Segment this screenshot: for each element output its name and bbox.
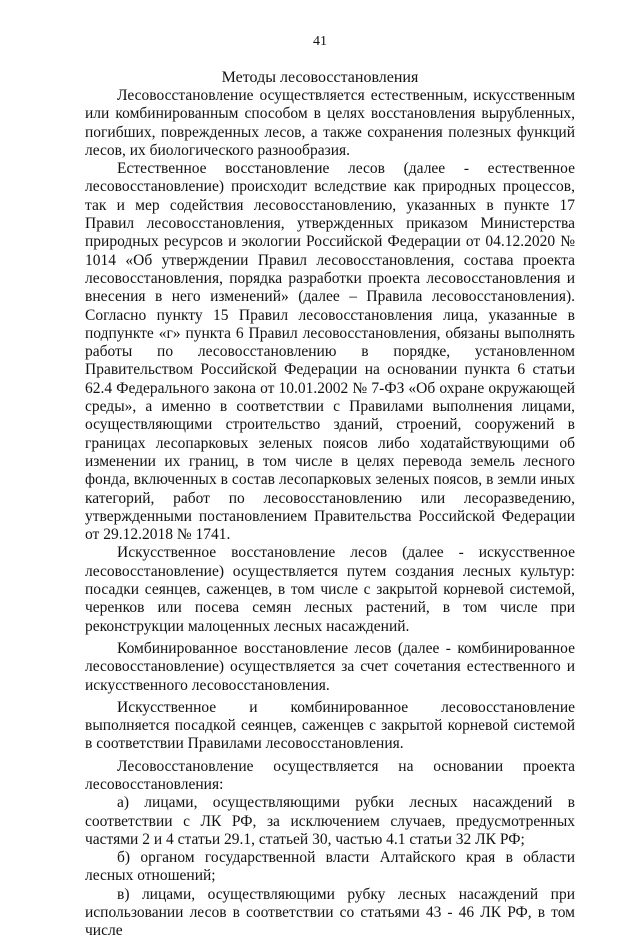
list-item-v: в) лицами, осуществляющими рубку лесных насаждений при использовании лесов в соответствии со статьями 43 - 46 ЛК РФ, в том числе [85, 885, 575, 940]
body-text [85, 87, 575, 941]
paragraph-project-basis: Лесовосстановление осуществляется на основании проекта лесовосстановления: [85, 757, 575, 793]
page-number: 41 [313, 34, 327, 49]
paragraph-planting: Искусственное и комбинированное лесовосстановление выполняется посадкой сеянцев, саженцев с закрытой корневой системой в соответствии Правилами лесовосстановления. [85, 698, 575, 753]
paragraph-combined-regeneration: Комбинированное восстановление лесов (далее - комбинированное лесовосстановление) осуществляется за счет сочетания естественного и искусственного лесовосстановления. [85, 639, 575, 694]
paragraph-natural-regeneration: Естественное восстановление лесов (далее - естественное лесовосстановление) происходит вследствие как природных процессов, так и мер содействия лесовосстановлению, указанных в пункте 17 Правил лесовосстановления, утвержденных приказом Министерства природных ресурсов и экологии Российской Федерации от 04.12.2020 № 1014 «Об утверждении Правил лесовосстановления, состава проекта лесовосстановления, порядка разработки проекта лесовосстановления и внесения в него изменений» (далее – Правила лесовосстановления). Согласно пункту 15 Правил лесовосстановления лица, указанные в подпункте «г» пункта 6 Правил лесовосстановления, обязаны выполнять работы по лесовосстановлению в порядке, установленном Правительством Российской Федерации на основании пункта 6 статьи 62.4 Федерального закона от 10.01.2002 № 7-ФЗ «Об охране окружающей среды», а именно в соответствии с Правилами выполнения лицами, осуществляющими строительство зданий, строений, сооружений в границах лесопарковых зеленых поясов либо ходатайствующими об изменении их границ, в том числе в целях перевода земель лесного фонда, включенных в состав лесопарковых зеленых поясов, в земли иных категорий, работ по лесовосстановлению или лесоразведению, утвержденными постановлением Правительства Российской Федерации от 29.12.2018 № 1741. [85, 160, 575, 544]
section-title: Методы лесовосстановления [221, 69, 419, 86]
list-item-a: а) лицами, осуществляющими рубки лесных насаждений в соответствии с ЛК РФ, за исключением случаев, предусмотренных частями 2 и 4 статьи 29.1, статьей 30, частью 4.1 статьи 32 ЛК РФ; [85, 794, 575, 848]
paragraph-artificial-regeneration: Искусственное восстановление лесов (далее - искусственное лесовосстановление) осуществляется путем создания лесных культур: посадки сеянцев, саженцев, в том числе с закрытой корневой системой, черенков или посева семян лесных растений, в том числе при реконструкции малоценных лесных насаждений. [85, 544, 575, 635]
paragraph-lesovosstanovlenie-intro: Лесовосстановление осуществляется естественным, искусственным или комбинированным способом в целях восстановления вырубленных, погибших, поврежденных лесов, а также сохранения полезных функций лесов, их биологического разнообразия. [85, 87, 575, 159]
list-item-b: б) органом государственной власти Алтайского края в области лесных отношений; [85, 849, 575, 885]
